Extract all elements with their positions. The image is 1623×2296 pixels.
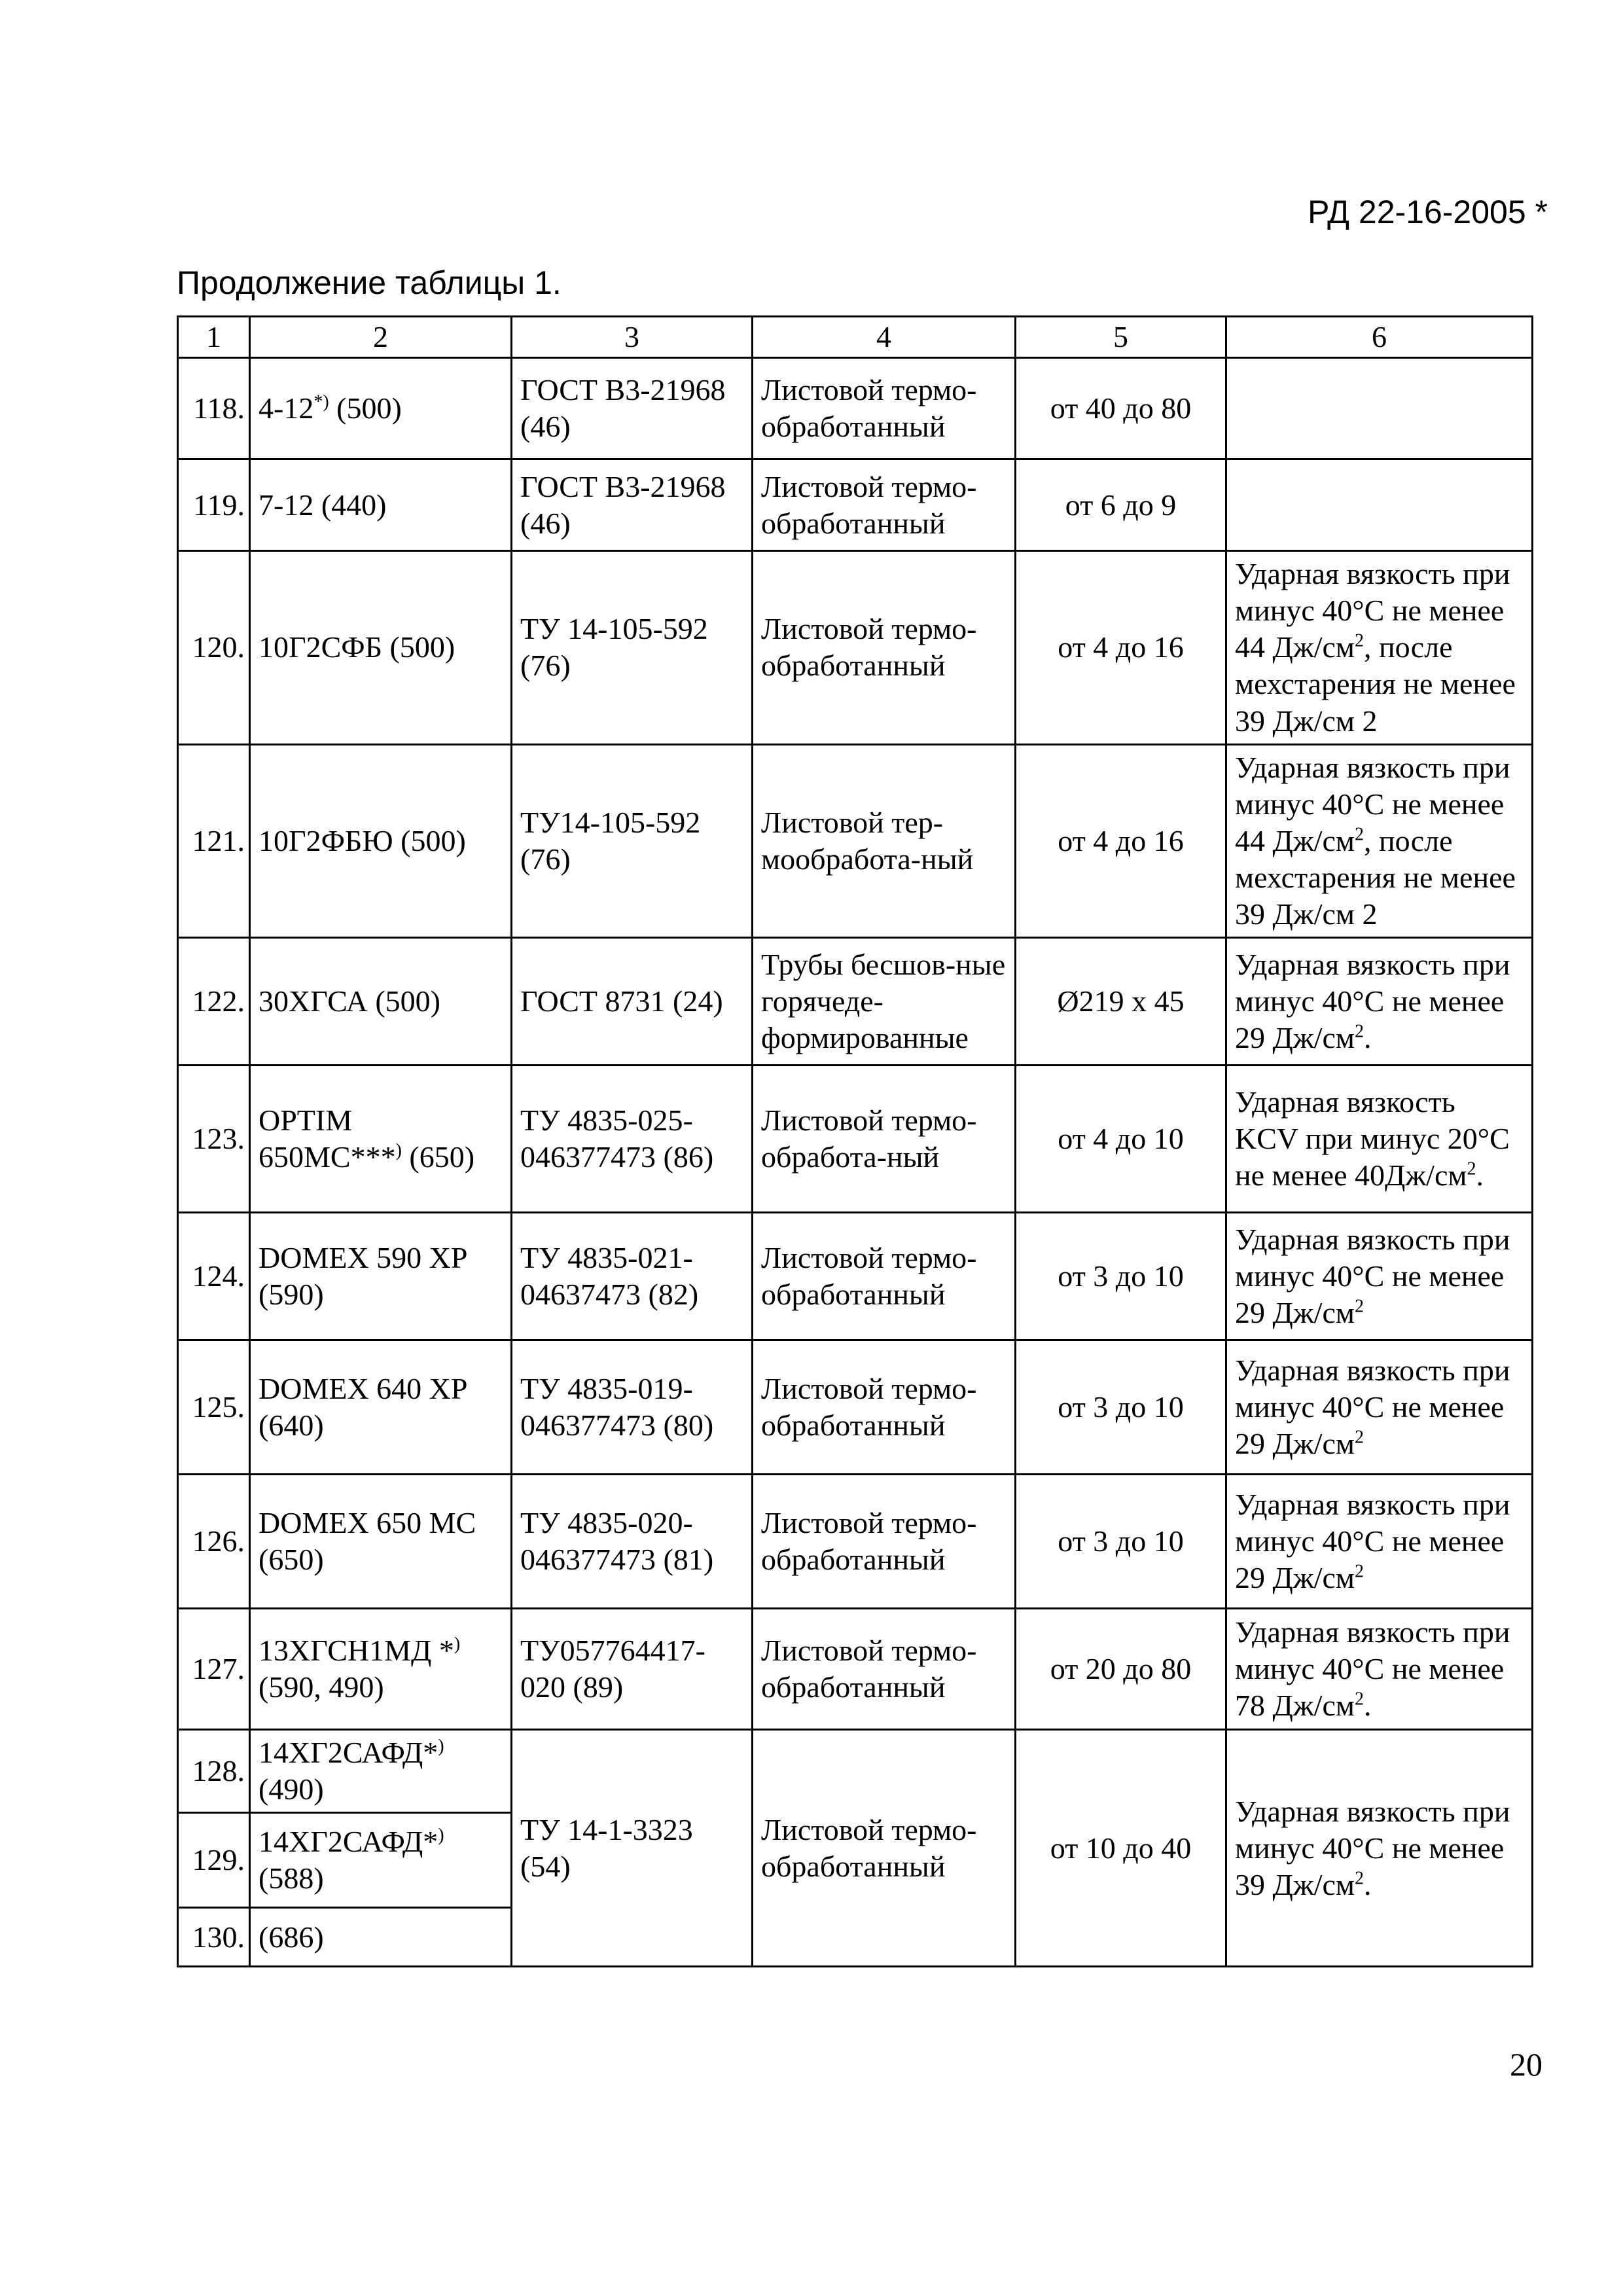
product-type xyxy=(753,459,1016,551)
standard xyxy=(512,358,753,459)
steel-grade xyxy=(250,1730,512,1813)
standard xyxy=(512,938,753,1066)
thickness-text: от 4 до 16 xyxy=(1058,630,1184,664)
note xyxy=(1226,1730,1533,1967)
row-number-text: 120. xyxy=(192,630,245,664)
thickness-text: от 20 до 80 xyxy=(1050,1652,1192,1686)
note-text: Ударная вязкость при минус 40°С не менее 44 Дж/см xyxy=(1235,557,1510,664)
table-row xyxy=(178,1609,1533,1730)
steel-grade-superscript: ) xyxy=(395,1140,402,1161)
row-number xyxy=(178,744,250,938)
table-row xyxy=(178,744,1533,938)
product-type xyxy=(753,744,1016,938)
steel-grade-superscript: *) xyxy=(313,391,329,412)
steel-grade xyxy=(250,1908,512,1967)
thickness xyxy=(1016,1475,1226,1609)
note xyxy=(1226,744,1533,938)
steel-grade xyxy=(250,358,512,459)
standard-text: ТУ 14-105-592 (76) xyxy=(520,612,708,683)
note-superscript: 2 xyxy=(1354,1868,1364,1889)
note xyxy=(1226,358,1533,459)
note-superscript: 2 xyxy=(1354,1427,1364,1448)
note xyxy=(1226,1213,1533,1340)
table-row xyxy=(178,1340,1533,1475)
product-type-text: Листовой термо-обработанный xyxy=(761,1506,977,1577)
table-row xyxy=(178,1730,1533,1813)
row-number-text: 128. xyxy=(192,1754,245,1788)
product-type xyxy=(753,1475,1016,1609)
product-type-text: Трубы бесшов-ные горячеде-формированные xyxy=(761,948,1006,1055)
column-header: 3 xyxy=(512,317,753,358)
steel-grade-text: 10Г2ФБЮ (500) xyxy=(259,823,466,857)
steel-grade-text: OPTIM 650MC*** xyxy=(259,1103,396,1174)
note-superscript: 2 xyxy=(1354,824,1364,845)
standard-text: ГОСТ В3-21968 (46) xyxy=(520,469,726,540)
row-number xyxy=(178,459,250,551)
steel-grade-text: 30ХГСА (500) xyxy=(259,984,440,1018)
standard-text: ГОСТ 8731 (24) xyxy=(520,984,723,1018)
steel-grade xyxy=(250,1475,512,1609)
standard-text: ТУ057764417-020 (89) xyxy=(520,1634,705,1704)
steel-grade-text: (686) xyxy=(259,1920,324,1954)
thickness-text: Ø219 x 45 xyxy=(1057,984,1185,1018)
standard xyxy=(512,551,753,745)
row-number xyxy=(178,358,250,459)
row-number-text: 130. xyxy=(192,1920,245,1954)
product-type-text: Листовой термо-обработанный xyxy=(761,1812,977,1883)
document-code: РД 22-16-2005 * xyxy=(1308,194,1548,230)
product-type-text: Листовой термо-обработанный xyxy=(761,612,977,683)
column-header: 1 xyxy=(178,317,250,358)
standard xyxy=(512,459,753,551)
steel-grade xyxy=(250,1340,512,1475)
note-text: Ударная вязкость при минус 40°С не менее 39 Дж/см xyxy=(1235,1794,1510,1901)
note-text: . xyxy=(1476,1158,1484,1193)
column-header: 2 xyxy=(250,317,512,358)
steel-grade-text: 13ХГСН1МД * xyxy=(259,1634,454,1668)
steel-grade-text: 14ХГ2САФД* xyxy=(259,1736,438,1770)
column-header: 5 xyxy=(1016,317,1226,358)
thickness-text: от 40 до 80 xyxy=(1050,391,1192,425)
product-type xyxy=(753,1066,1016,1213)
note-text: , после мехстарения не менее 39 Дж/см 2 xyxy=(1235,823,1516,931)
standard-text: ТУ 14-1-3323 (54) xyxy=(520,1812,693,1883)
product-type-text: Листовой термо-обработанный xyxy=(761,1634,977,1704)
product-type xyxy=(753,358,1016,459)
note-text: Ударная вязкость при минус 40°С не менее 29 Дж/см xyxy=(1235,1223,1510,1330)
thickness-text: от 3 до 10 xyxy=(1058,1259,1184,1293)
standard xyxy=(512,1475,753,1609)
thickness-text: от 6 до 9 xyxy=(1065,488,1177,522)
thickness-text: от 3 до 10 xyxy=(1058,1524,1184,1558)
note-text: Ударная вязкость при минус 40°С не менее 44 Дж/см xyxy=(1235,750,1510,857)
steel-grade-text: (590, 490) xyxy=(259,1670,384,1704)
row-number xyxy=(178,1609,250,1730)
column-header: 6 xyxy=(1226,317,1533,358)
row-number xyxy=(178,1340,250,1475)
product-type xyxy=(753,1730,1016,1967)
steel-grade-text: (650) xyxy=(401,1140,475,1174)
steel-grade-text: 7-12 (440) xyxy=(259,488,387,522)
standard-text: ГОСТ В3-21968 (46) xyxy=(520,373,726,444)
table-row xyxy=(178,551,1533,745)
row-number xyxy=(178,1908,250,1967)
standard xyxy=(512,1066,753,1213)
note xyxy=(1226,1609,1533,1730)
product-type-text: Листовой термо-обработанный xyxy=(761,1241,977,1312)
steel-grade-text: 4-12 xyxy=(259,391,314,425)
steel-grade xyxy=(250,459,512,551)
thickness xyxy=(1016,1340,1226,1475)
row-number-text: 127. xyxy=(192,1652,245,1686)
steel-grade-superscript: ) xyxy=(454,1634,461,1655)
table-row xyxy=(178,938,1533,1066)
standard xyxy=(512,1340,753,1475)
note-text: Ударная вязкость при минус 40°С не менее 78 Дж/см xyxy=(1235,1615,1510,1723)
note-superscript: 2 xyxy=(1354,631,1364,651)
product-type-text: Листовой термо-обработанный xyxy=(761,1372,977,1443)
product-type xyxy=(753,1609,1016,1730)
standard-text: ТУ14-105-592 (76) xyxy=(520,805,701,876)
note xyxy=(1226,459,1533,551)
steel-grade-text: DOMEX 650 MC (650) xyxy=(259,1506,476,1577)
steel-grade-text: (490) xyxy=(259,1772,324,1806)
table-row xyxy=(178,1066,1533,1213)
steel-grade xyxy=(250,1609,512,1730)
thickness-text: от 3 до 10 xyxy=(1058,1390,1184,1424)
row-number xyxy=(178,1213,250,1340)
row-number-text: 129. xyxy=(192,1843,245,1877)
standard xyxy=(512,1213,753,1340)
row-number xyxy=(178,551,250,745)
row-number xyxy=(178,1813,250,1908)
row-number xyxy=(178,1475,250,1609)
row-number-text: 125. xyxy=(192,1390,245,1424)
steel-grade xyxy=(250,938,512,1066)
standard-text: ТУ 4835-020-046377473 (81) xyxy=(520,1506,714,1577)
thickness xyxy=(1016,1213,1226,1340)
table-row xyxy=(178,358,1533,459)
row-number xyxy=(178,938,250,1066)
standard-text: ТУ 4835-021-04637473 (82) xyxy=(520,1241,699,1312)
table-body xyxy=(178,317,1533,1967)
note-superscript: 2 xyxy=(1467,1158,1476,1179)
note-superscript: 2 xyxy=(1354,1561,1364,1582)
product-type xyxy=(753,938,1016,1066)
row-number-text: 118. xyxy=(193,391,245,425)
table-row xyxy=(178,1213,1533,1340)
row-number xyxy=(178,1066,250,1213)
steel-grade-text: DOMEX 590 XP (590) xyxy=(259,1241,467,1312)
steel-grade-superscript: ) xyxy=(438,1825,444,1846)
note-text: . xyxy=(1363,1021,1372,1055)
product-type xyxy=(753,1213,1016,1340)
note xyxy=(1226,551,1533,745)
product-type-text: Листовой термо-обработа-ный xyxy=(761,1103,977,1174)
product-type-text: Листовой термо-обработанный xyxy=(761,373,977,444)
standard-text: ТУ 4835-019-046377473 (80) xyxy=(520,1372,714,1443)
note xyxy=(1226,1340,1533,1475)
steel-grade-text: (588) xyxy=(259,1861,324,1895)
standard xyxy=(512,744,753,938)
note-text: Ударная вязкость при минус 40°С не менее 29 Дж/см xyxy=(1235,1354,1510,1461)
page-number: 20 xyxy=(1510,2046,1543,2083)
product-type-text: Листовой термо-обработанный xyxy=(761,469,977,540)
note-superscript: 2 xyxy=(1354,1021,1364,1042)
steel-grade xyxy=(250,551,512,745)
note-text: . xyxy=(1363,1689,1372,1723)
column-header: 4 xyxy=(753,317,1016,358)
note-text: Ударная вязкость при минус 40°С не менее 29 Дж/см xyxy=(1235,1488,1510,1595)
steel-grade-text: 14ХГ2САФД* xyxy=(259,1825,438,1859)
thickness-text: от 4 до 16 xyxy=(1058,823,1184,857)
thickness xyxy=(1016,358,1226,459)
steel-grade xyxy=(250,1066,512,1213)
note-text: Ударная вязкость KCV при минус 20°С не менее 40Дж/см xyxy=(1235,1085,1510,1193)
steel-grade xyxy=(250,744,512,938)
standard xyxy=(512,1730,753,1967)
note xyxy=(1226,938,1533,1066)
note xyxy=(1226,1066,1533,1213)
thickness xyxy=(1016,744,1226,938)
standard-text: ТУ 4835-025-046377473 (86) xyxy=(520,1103,714,1174)
row-number-text: 123. xyxy=(192,1122,245,1156)
product-type xyxy=(753,551,1016,745)
note-superscript: 2 xyxy=(1354,1689,1364,1710)
thickness xyxy=(1016,459,1226,551)
header-row xyxy=(178,317,1533,358)
thickness xyxy=(1016,1730,1226,1967)
table-row xyxy=(178,459,1533,551)
thickness-text: от 4 до 10 xyxy=(1058,1122,1184,1156)
steel-grade-superscript: ) xyxy=(438,1736,444,1757)
product-type xyxy=(753,1340,1016,1475)
steel-grade xyxy=(250,1213,512,1340)
note-text: , после мехстарения не менее 39 Дж/см 2 xyxy=(1235,630,1516,738)
steel-grade-text: (500) xyxy=(329,391,402,425)
row-number-text: 124. xyxy=(192,1259,245,1293)
note-superscript: 2 xyxy=(1354,1296,1364,1317)
thickness xyxy=(1016,551,1226,745)
thickness xyxy=(1016,1609,1226,1730)
row-number-text: 121. xyxy=(192,823,245,857)
table-caption: Продолжение таблицы 1. xyxy=(177,264,562,301)
row-number-text: 126. xyxy=(192,1524,245,1558)
steel-grade xyxy=(250,1813,512,1908)
thickness xyxy=(1016,1066,1226,1213)
thickness-text: от 10 до 40 xyxy=(1050,1831,1192,1865)
product-type-text: Листовой тер-мообработа-ный xyxy=(761,805,974,876)
table-row xyxy=(178,1475,1533,1609)
standard xyxy=(512,1609,753,1730)
note xyxy=(1226,1475,1533,1609)
row-number-text: 119. xyxy=(193,488,245,522)
steel-table xyxy=(177,315,1533,1967)
note-text: Ударная вязкость при минус 40°С не менее 29 Дж/см xyxy=(1235,948,1510,1055)
steel-grade-text: 10Г2СФБ (500) xyxy=(259,630,455,664)
row-number-text: 122. xyxy=(192,984,245,1018)
thickness xyxy=(1016,938,1226,1066)
row-number xyxy=(178,1730,250,1813)
steel-grade-text: DOMEX 640 XP (640) xyxy=(259,1372,467,1443)
note-text: . xyxy=(1363,1867,1372,1901)
